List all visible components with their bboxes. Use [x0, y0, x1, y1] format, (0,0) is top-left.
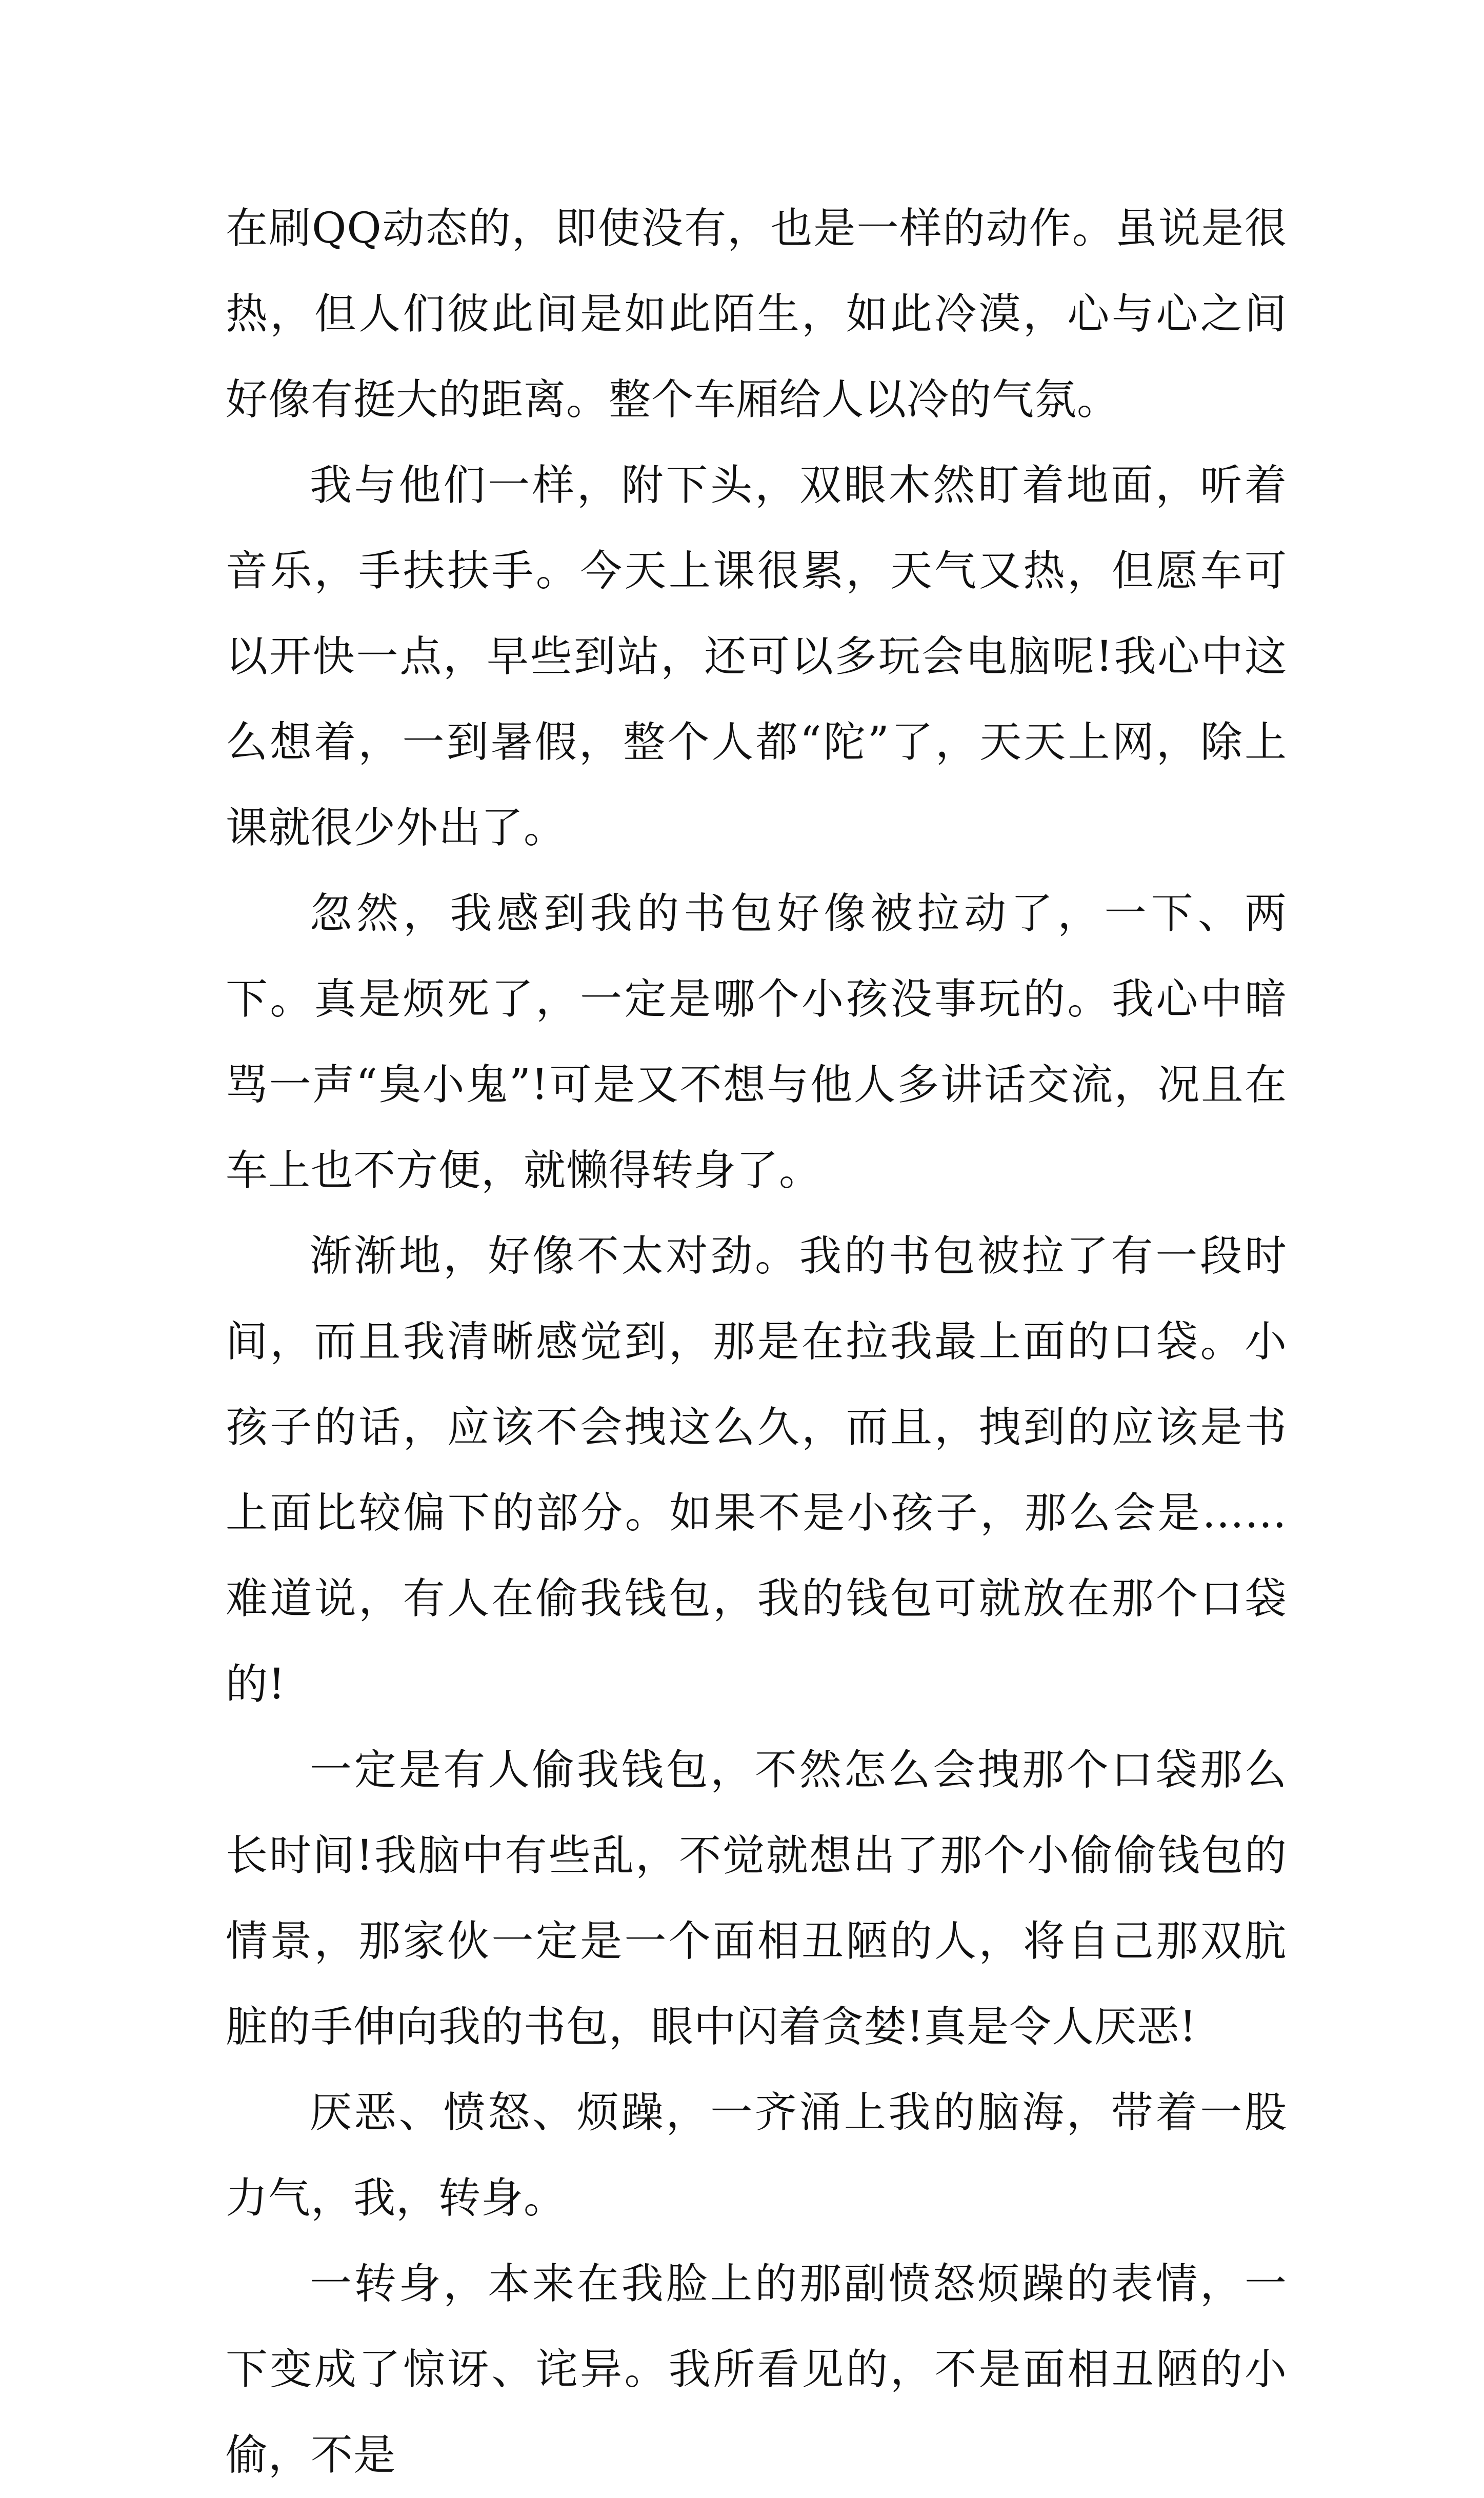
paragraph-2: 我与他们一样，附下头，双眼木然盯着地面，听着音乐，手扶扶手。今天上课很累，天气又热，但愿车可以开快一点，早些到站，还可以多玩会电脑呢!我心中这么想着，一到暑假，整个人都“陀”了，天天上网，除上课就很少外出了。 — [226, 461, 1287, 852]
article-body — [226, 186, 1287, 2498]
paragraph-7: 一转身，本来在我脸上的那副愤怒烦躁的表情，一下变成了惊讶、诧异。我所看见的，不是面相丑陋的小偷，不是 — [226, 2260, 1287, 2480]
paragraph-6: 厌恶、愤怒、烦躁，一齐涌上我的脑海，带着一股力气，我，转身。 — [226, 2088, 1287, 2223]
paragraph-1: 在刷QQ动态的，即使没有，也是一样的动作。虽说是很热，但人们彼此间是如此陌生，如此冷漠，心与心之间好像有挺大的距离。整个车厢给人以冷的气氛。 — [226, 204, 1287, 424]
paragraph-4: 渐渐地，好像不太对劲。我的书包被拉了有一段时间，而且我清晰感觉到，那是在拉我最上面的口袋。小孩子的话，应该不会拽这么久，而且，拽到的应该是书上面比较偏下的部分。如果不是小孩子，那么会是……难道说，有人在偷我钱包，我的钱包可就放在那个口袋的! — [226, 1232, 1287, 1709]
paragraph-5: 一定是有人偷我钱包，不然怎么会拽那个口袋那么长时间!我脑中有些乱，不觉就想出了那个小偷偷钱包的情景，那家伙一定是一个面相丑陋的人，将自己那双肮脏的手伸向我的书包，眼中闪着贪婪!真是令人厌恶! — [226, 1746, 1287, 2051]
paragraph-3: 忽然，我感到我的书包好像被拉动了，一下、两下。真是烦死了，一定是哪个小孩没事玩的。我心中暗骂一声“臭小鬼”!可是又不想与他人多讲话交流，况且在车上也不方便，就懒得转身了。 — [226, 889, 1287, 1195]
